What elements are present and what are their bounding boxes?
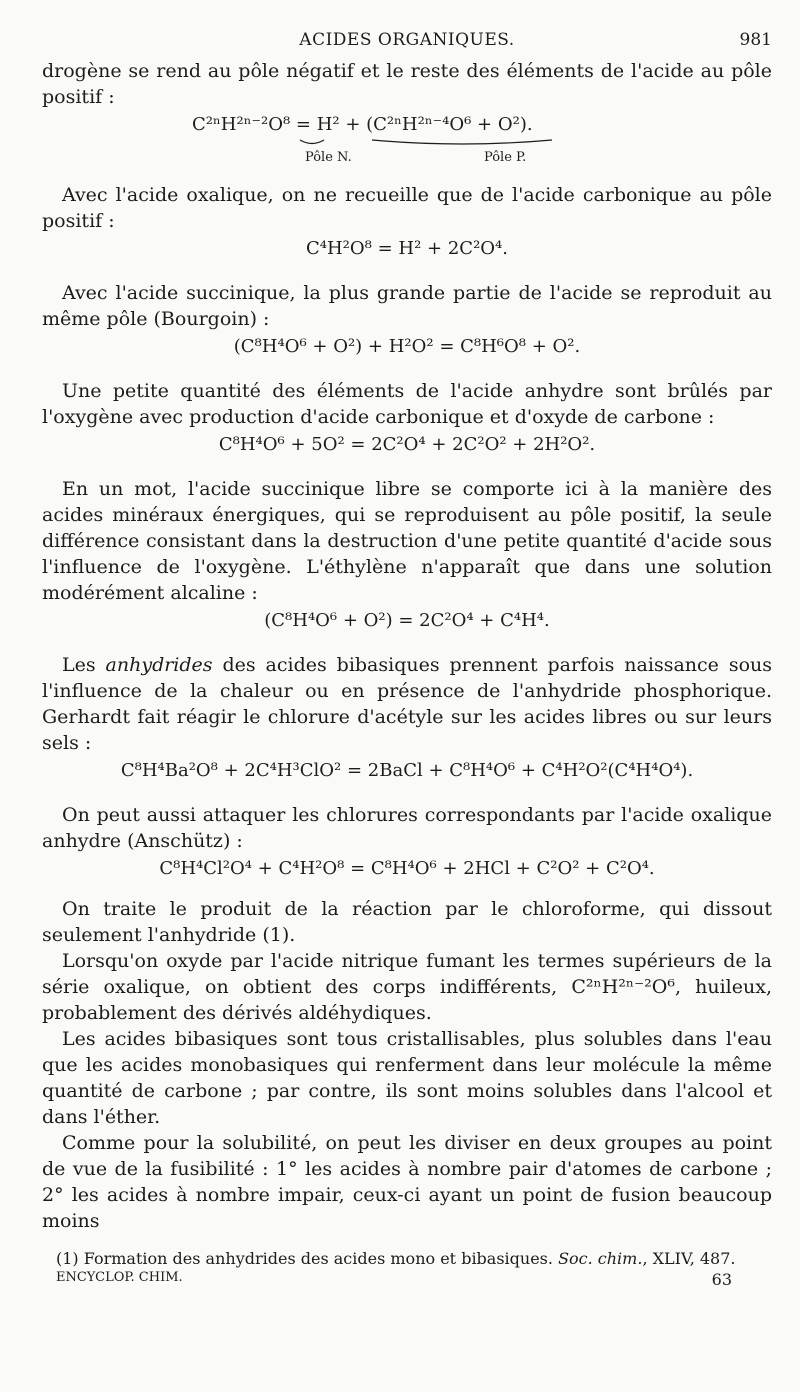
paragraph-4: Une petite quantité des éléments de l'acide anhydre sont brûlés par l'oxygène avec production d'acide carbonique et d'oxyde de carbone : — [42, 380, 772, 428]
equation-1: C²ⁿH²ⁿ⁻²O⁸ = H² + (C²ⁿH²ⁿ⁻⁴O⁶ + O²). — [192, 114, 533, 135]
running-title: ACIDES ORGANIQUES. — [299, 30, 515, 50]
paragraph-2: Avec l'acide oxalique, on ne recueille que de l'acide carbonique au pôle positif : — [42, 184, 772, 232]
paragraph-6-start: Les — [62, 654, 106, 676]
equation-brackets — [252, 138, 592, 148]
paragraph-1: drogène se rend au pôle négatif et le reste des éléments de l'acide au pôle positif : — [42, 60, 772, 108]
footnote-journal: Soc. chim. — [558, 1249, 643, 1268]
paragraph-5: En un mot, l'acide succinique libre se comporte ici à la manière des acides minéraux énergiques, qui se reproduisent au pôle positif, la seule différence consistant dans la destruction d'une petite quantité d'acide sous l'influence de l'oxygène. L'éthylène n'apparaît que dans une solution modérément alcaline : — [42, 478, 772, 604]
paragraph-6 — [42, 652, 772, 756]
equation-2: C⁴H²O⁸ = H² + 2C²O⁴. — [306, 238, 508, 259]
equation-4: C⁸H⁴O⁶ + 5O² = 2C²O⁴ + 2C²O² + 2H²O². — [218, 434, 596, 455]
paragraph-8: On traite le produit de la réaction par le chloroforme, qui dissout seulement l'anhydride (1). — [42, 898, 772, 946]
anhydrides-term: anhydrides — [105, 654, 213, 676]
page-number: 981 — [739, 30, 772, 50]
pole-n-label: Pôle N. — [305, 150, 352, 165]
equation-3: (C⁸H⁴O⁶ + O²) + H²O² = C⁸H⁶O⁸ + O². — [233, 336, 581, 357]
equation-5: (C⁸H⁴O⁶ + O²) = 2C²O⁴ + C⁴H⁴. — [264, 610, 550, 631]
equation-6: C⁸H⁴Ba²O⁸ + 2C⁴H³ClO² = 2BaCl + C⁸H⁴O⁶ + C⁴H²O²(C⁴H⁴O⁴). — [120, 760, 694, 781]
paragraph-11: Comme pour la solubilité, on peut les diviser en deux groupes au point de vue de la fusibilité : 1° les acides à nombre pair d'atomes de carbone ; 2° les acides à nombre impair, ceux-ci ayant un point de fusion beaucoup moins — [42, 1132, 772, 1232]
equation-7: C⁸H⁴Cl²O⁴ + C⁴H²O⁸ = C⁸H⁴O⁶ + 2HCl + C²O² + C²O⁴. — [159, 858, 655, 879]
paragraph-6-rest: des acides bibasiques prennent parfois naissance sous l'influence de la chaleur ou en présence de l'anhydride phosphorique. Gerhardt fait réagir le chlorure d'acétyle sur les acides libres ou sur leurs sels : — [42, 654, 772, 754]
paragraph-9: Lorsqu'on oxyde par l'acide nitrique fumant les termes supérieurs de la série oxalique, on obtient des corps indifférents, C²ⁿH²ⁿ⁻²O⁶, huileux, probablement des dérivés aldéhydiques. — [42, 950, 772, 1024]
footnote — [56, 1248, 772, 1270]
page-footer — [56, 1270, 772, 1290]
paragraph-10: Les acides bibasiques sont tous cristallisables, plus solubles dans l'eau que les acides monobasiques qui renferment dans leur molécule la même quantité de carbone ; par contre, ils sont moins solubles dans l'alcool et dans l'éther. — [42, 1028, 772, 1128]
pole-p-label: Pôle P. — [484, 150, 527, 165]
paragraph-3: Avec l'acide succinique, la plus grande partie de l'acide se reproduit au même pôle (Bourgoin) : — [42, 282, 772, 330]
running-header — [42, 22, 772, 58]
paragraph-7: On peut aussi attaquer les chlorures correspondants par l'acide oxalique anhydre (Anschütz) : — [42, 804, 772, 852]
footer-left: ENCYCLOP. CHIM. — [56, 1270, 183, 1285]
footnote-start: (1) Formation des anhydrides des acides mono et bibasiques. — [56, 1249, 559, 1268]
footnote-rest: , XLIV, 487. — [642, 1249, 736, 1268]
pole-labels — [42, 148, 772, 170]
signature-number: 63 — [711, 1270, 732, 1289]
